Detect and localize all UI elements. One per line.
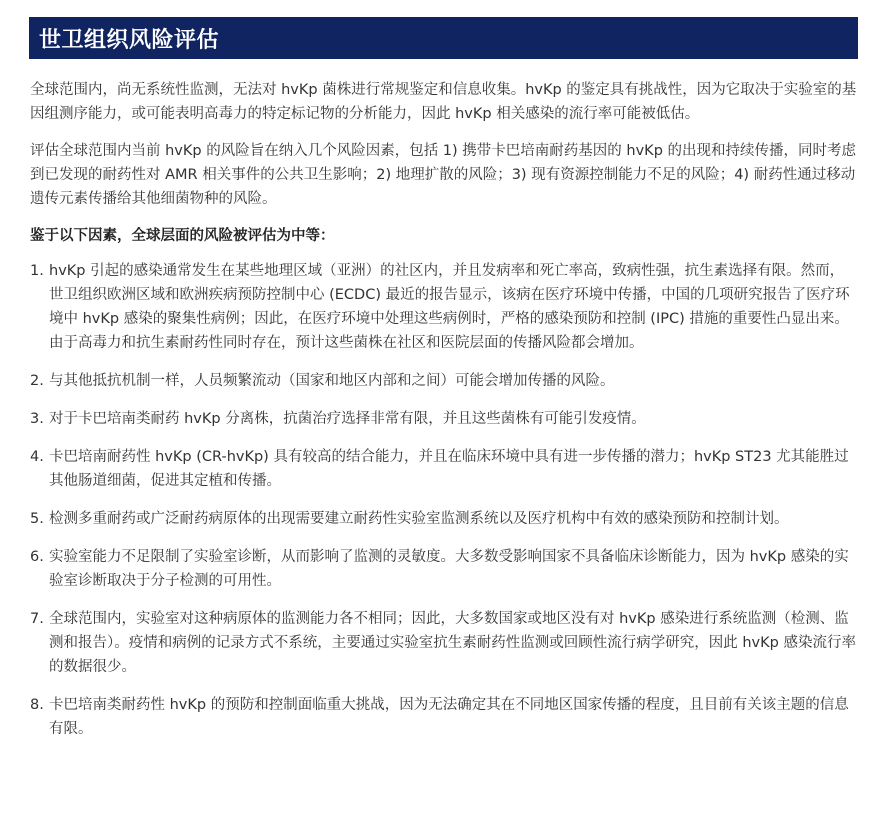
list-item-text: hvKp 引起的感染通常发生在某些地理区域（亚洲）的社区内，并且发病率和死亡率高，致病性强，抗生素选择有限。然而，世卫组织欧洲区域和欧洲疾病预防控制中心 (ECDC) 最近的报告显示，该病在医疗环境中传播，中国的几项研究报告了医疗环境中 hvKp 感染的聚集性病例；因此，在医疗环境中处理这些病例时，严格的感染预防和控制 (IPC) 措施的重要性凸显出来。由于高毒力和抗生素耐药性同时存在，预计这些菌株在社区和医院层面的传播风险都会增加。 (49, 263, 850, 351)
list-item-text: 与其他抵抗机制一样，人员频繁流动（国家和地区内部和之间）可能会增加传播的风险。 (49, 373, 615, 389)
list-item (30, 545, 858, 593)
list-item (30, 369, 858, 393)
list-item-number: 1. (30, 263, 44, 279)
article-content (30, 78, 858, 755)
list-item-number: 2. (30, 373, 44, 389)
list-item-number: 3. (30, 411, 44, 427)
risk-factors-paragraph: 评估全球范围内当前 hvKp 的风险旨在纳入几个风险因素，包括 1) 携带卡巴培南耐药基因的 hvKp 的出现和持续传播，同时考虑到已发现的耐药性对 AMR 相关事件的公共卫生影响；2) 地理扩散的风险；3) 现有资源控制能力不足的风险；4) 耐药性通过移动遗传元素传播给其他细菌物种的风险。 (30, 143, 856, 207)
section-header-banner (29, 17, 858, 59)
list-item (30, 607, 858, 679)
section-title: 世卫组织风险评估 (39, 27, 220, 53)
risk-list (30, 259, 858, 741)
list-item (30, 407, 858, 431)
list-item-number: 8. (30, 697, 44, 713)
list-item-text: 对于卡巴培南类耐药 hvKp 分离株，抗菌治疗选择非常有限，并且这些菌株有可能引发疫情。 (49, 411, 646, 427)
list-item-number: 7. (30, 611, 44, 627)
list-item (30, 507, 858, 531)
list-item-number: 6. (30, 549, 44, 565)
list-item-text: 卡巴培南耐药性 hvKp (CR-hvKp) 具有较高的结合能力，并且在临床环境中具有进一步传播的潜力；hvKp ST23 尤其能胜过其他肠道细菌，促进其定植和传播。 (49, 449, 849, 489)
list-item-number: 5. (30, 511, 44, 527)
intro-paragraph: 全球范围内，尚无系统性监测，无法对 hvKp 菌株进行常规鉴定和信息收集。hvKp 的鉴定具有挑战性，因为它取决于实验室的基因组测序能力，或可能表明高毒力的特定标记物的分析能力，因此 hvKp 相关感染的流行率可能被低估。 (30, 82, 857, 122)
list-item (30, 693, 858, 741)
list-item-text: 全球范围内，实验室对这种病原体的监测能力各不相同；因此，大多数国家或地区没有对 hvKp 感染进行系统监测（检测、监测和报告）。疫情和病例的记录方式不系统，主要通过实验室抗生素耐药性监测或回顾性流行病学研究，因此 hvKp 感染流行率的数据很少。 (49, 611, 856, 675)
list-item-text: 实验室能力不足限制了实验室诊断，从而影响了监测的灵敏度。大多数受影响国家不具备临床诊断能力，因为 hvKp 感染的实验室诊断取决于分子检测的可用性。 (49, 549, 849, 589)
list-item-number: 4. (30, 449, 44, 465)
assessment-lead: 鉴于以下因素，全球层面的风险被评估为中等： (30, 228, 335, 244)
list-item-text: 卡巴培南类耐药性 hvKp 的预防和控制面临重大挑战，因为无法确定其在不同地区国家传播的程度，且目前有关该主题的信息有限。 (49, 697, 849, 737)
list-item-text: 检测多重耐药或广泛耐药病原体的出现需要建立耐药性实验室监测系统以及医疗机构中有效的感染预防和控制计划。 (49, 511, 789, 527)
list-item (30, 259, 858, 355)
list-item (30, 445, 858, 493)
